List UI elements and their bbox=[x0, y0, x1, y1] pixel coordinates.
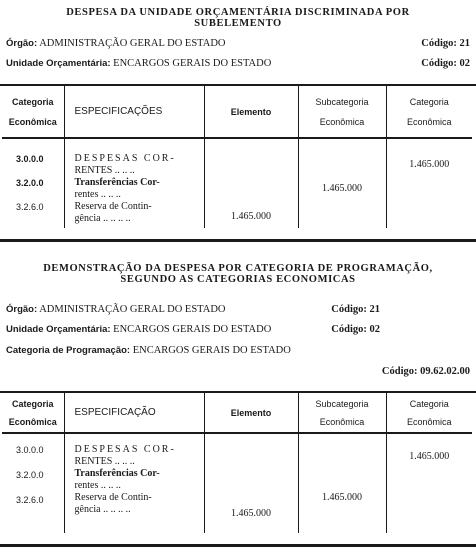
spec-line: rentes .. .. .. bbox=[74, 189, 121, 200]
elemento-value: 1.465.000 bbox=[204, 138, 298, 228]
unidade-code: Código: 02 bbox=[331, 324, 380, 335]
section2-title-line1: DEMONSTRAÇÃO DA DESPESA POR CATEGORIA DE PROGRAMAÇÃO, bbox=[43, 263, 433, 274]
spec-line: gência .. .. .. .. bbox=[74, 213, 131, 224]
header-categoria-economica: Categoria Econômica bbox=[2, 86, 64, 138]
unidade-value: ENCARGOS GERAIS DO ESTADO bbox=[113, 324, 272, 335]
spec-line: gência .. .. .. .. bbox=[74, 504, 131, 515]
programacao-value: ENCARGOS GERAIS DO ESTADO bbox=[132, 345, 291, 356]
section1-title-line1: DESPESA DA UNIDADE ORÇAMENTÁRIA DISCRIMINADA POR bbox=[66, 7, 410, 18]
section1-title-line2: SUBELEMENTO bbox=[194, 18, 282, 29]
section2-unidade-line bbox=[6, 324, 380, 335]
header-elemento: Elemento bbox=[204, 86, 298, 138]
header-especificacoes: ESPECIFICAÇÕES bbox=[64, 86, 204, 138]
section1-bottom-rule bbox=[0, 239, 476, 242]
section2-bottom-rule bbox=[0, 544, 476, 547]
unidade-value: ENCARGOS GERAIS DO ESTADO bbox=[113, 58, 272, 69]
code-row: 3.0.0.0 bbox=[16, 445, 44, 455]
subcategoria-value: 1.465.000 bbox=[298, 138, 386, 228]
specification-lines bbox=[64, 433, 204, 533]
section1-table bbox=[2, 86, 472, 228]
subcategoria-value: 1.465.000 bbox=[298, 433, 386, 533]
unidade-code: Código: 02 bbox=[421, 58, 470, 69]
section2-table bbox=[2, 393, 472, 533]
code-row: 3.0.0.0 bbox=[16, 154, 44, 164]
spec-line: RENTES .. .. .. bbox=[74, 456, 135, 467]
section2-orgao-line bbox=[6, 304, 380, 315]
section1-title bbox=[10, 7, 466, 29]
economic-codes bbox=[2, 433, 64, 533]
orgao-code: Código: 21 bbox=[421, 38, 470, 49]
header-elemento: Elemento bbox=[204, 393, 298, 433]
spec-line: RENTES .. .. .. bbox=[74, 165, 135, 176]
orgao-value: ADMINISTRAÇÃO GERAL DO ESTADO bbox=[39, 38, 226, 49]
section2-title bbox=[10, 263, 466, 285]
orgao-value: ADMINISTRAÇÃO GERAL DO ESTADO bbox=[39, 304, 226, 315]
section2-programacao-line bbox=[6, 345, 470, 356]
header-subcategoria: Subcategoria Econômica bbox=[298, 393, 386, 433]
code-row: 3.2.6.0 bbox=[16, 202, 44, 212]
header-categoria-economica-2: Categoria Econômica bbox=[386, 393, 472, 433]
code-row: 3.2.0.0 bbox=[16, 178, 44, 188]
orgao-label: Órgão: bbox=[6, 38, 38, 49]
categoria-value: 1.465.000 bbox=[386, 138, 472, 228]
header-categoria-economica: Categoria Econômica bbox=[2, 393, 64, 433]
spec-line: Reserva de Contin- bbox=[74, 201, 152, 212]
section2-title-line2: SEGUNDO AS CATEGORIAS ECONOMICAS bbox=[120, 274, 356, 285]
spec-line: rentes .. .. .. bbox=[74, 480, 121, 491]
spec-line: Transferências Cor- bbox=[74, 468, 160, 479]
header-especificacao: ESPECIFICAÇÃO bbox=[64, 393, 204, 433]
unidade-label: Unidade Orçamentária: bbox=[6, 58, 111, 69]
orgao-label: Órgão: bbox=[6, 304, 38, 315]
spec-line: DESPESAS COR- bbox=[74, 444, 176, 455]
economic-codes bbox=[2, 138, 64, 228]
header-categoria-economica-2: Categoria Econômica bbox=[386, 86, 472, 138]
elemento-value: 1.465.000 bbox=[204, 433, 298, 533]
code-row: 3.2.0.0 bbox=[16, 470, 44, 480]
section1-orgao-line bbox=[6, 38, 470, 49]
code-row: 3.2.6.0 bbox=[16, 495, 44, 505]
programacao-code: Código: 09.62.02.00 bbox=[381, 366, 470, 377]
orgao-code: Código: 21 bbox=[331, 304, 380, 315]
header-subcategoria: Subcategoria Econômica bbox=[298, 86, 386, 138]
spec-line: Reserva de Contin- bbox=[74, 492, 152, 503]
unidade-label: Unidade Orçamentária: bbox=[6, 324, 111, 335]
spec-line: Transferências Cor- bbox=[74, 177, 160, 188]
section1-unidade-line bbox=[6, 58, 470, 69]
spec-line: DESPESAS COR- bbox=[74, 153, 176, 164]
programacao-label: Categoria de Programação: bbox=[6, 345, 131, 356]
specification-lines bbox=[64, 138, 204, 228]
categoria-value: 1.465.000 bbox=[386, 433, 472, 533]
